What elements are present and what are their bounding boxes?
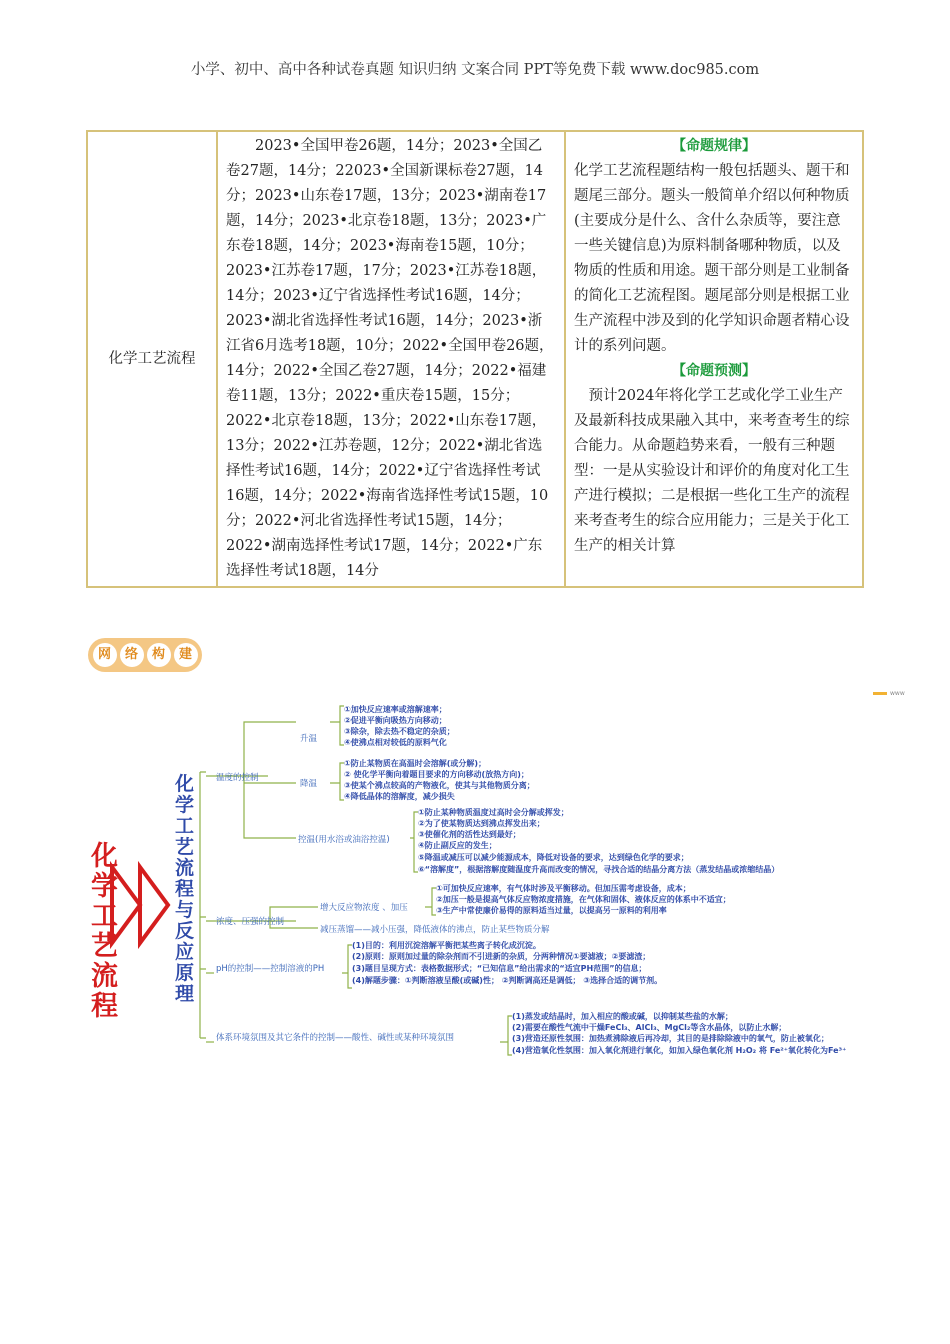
forecast-text: 预计2024年将化学工艺或化学工业生产及最新科技成果融入其中，来考查考生的综合能力。从命题趋势来看，一般有三种题型：一是从实验设计和评价的角度对化工生产进行模拟；二是根据一些化工生产的流程来考查考生的综合应用能力；三是关于化工生产的相关计算 — [574, 388, 850, 554]
network-badge — [88, 638, 202, 672]
title-right-char: 工 — [175, 815, 195, 837]
leaf-cool-1: ①防止某物质在高温时会溶解(或分解)； — [344, 759, 487, 768]
title-right-char: 艺 — [175, 836, 195, 858]
leaf-env-1: (1)蒸发或结晶时，加入相应的酸或碱，以抑制某些盐的水解； — [512, 1012, 733, 1021]
title-right-char: 流 — [175, 857, 195, 879]
leaf-cool-3: ③使某个沸点较高的产物液化，使其与其他物质分离； — [344, 781, 535, 790]
leaf-env-3: (3)营造还原性氛围：加热煮沸除液后再冷却，其目的是排除除液中的氧气，防止被氧化； — [512, 1034, 829, 1043]
title-right-char: 学 — [175, 794, 195, 816]
leaf-ph-4: (4)解题步骤：①判断溶液呈酸(或碱)性； ②判断调高还是调低； ③选择合适的调节剂。 — [352, 976, 663, 985]
leaf-inc-3: ③生产中常使廉价易得的原料适当过量，以提高另一原料的利用率 — [436, 906, 667, 915]
title-left-char: 流 — [91, 961, 118, 992]
leaf-inc-2: ②加压一般是提高气体反应物浓度措施，在气体和固体、液体反应的体系中不适宜； — [436, 895, 731, 904]
leaf-ctrl-4: ④防止副反应的发生； — [418, 841, 497, 850]
leaf-ctrl-2: ②为了使某物质达到沸点挥发出来； — [418, 819, 545, 828]
badge-char: 网 — [93, 643, 117, 667]
title-left-char: 学 — [91, 871, 118, 902]
title-right-char: 原 — [175, 962, 195, 984]
exam-list-cell: 2023•全国甲卷26题，14分；2023•全国乙卷27题，14分；22023•全国新课标卷27题，14分；2023•山东卷17题，13分；2023•湖南卷17题，14分；2023•北京卷18题，13分；2023•广东卷18题，14分；2023•海南卷15题，10分；2023•江苏卷17题，17分；2023•江苏卷18题，14分；2023•辽宁省选择性考试16题，14分；2023•湖北省选择性考试16题，14分；2023•浙江省6月选考18题，10分；2022•全国甲卷26题，14分；2022•全国乙卷27题，14分；2022•福建卷11题，13分；2022•重庆卷15题，15分；2022•北京卷18题，13分；2022•山东卷17题，13分；2022•江苏卷题，12分；2022•湖北省选择性考试16题，14分；2022•辽宁省选择性考试16题，14分；2022•海南省选择性考试15题，10分；2022•河北省选择性考试15题，14分；2022•湖南选择性考试17题，14分；2022•广东选择性考试18题，14分 — [217, 131, 565, 587]
title-left-char: 程 — [91, 991, 118, 1022]
leaf-ctrl-5: ⑤降温或减压可以减少能源成本，降低对设备的要求，达到绿色化学的要求； — [418, 853, 689, 862]
branch-ph: pH的控制——控制溶液的PH — [216, 964, 325, 974]
title-left-char: 工 — [91, 901, 118, 932]
title-left-char: 化 — [91, 841, 118, 872]
leaf-env-2: (2)需要在酸性气流中干燥FeCl₃、AlCl₃、MgCl₂等含水晶体，以防止水解； — [512, 1023, 787, 1032]
rule-text: 化学工艺流程题结构一般包括题头、题干和题尾三部分。题头一般简单介绍以何种物质(主要成分是什么、含什么杂质等，要注意一些关键信息)为原料制备哪种物质，以及物质的性质和用途。题干部分则是工业制备的简化工艺流程图。题尾部分则是根据工业生产流程中涉及到的化学知识命题者精心设计的系列问题。 — [574, 163, 850, 354]
analysis-cell — [565, 131, 863, 587]
branch-cool: 降温 — [300, 779, 318, 789]
branch-temp: 温度的控制 — [216, 773, 259, 783]
leaf-cool-4: ④降低晶体的溶解度，减少损失 — [344, 792, 455, 801]
title-right-char: 与 — [175, 899, 195, 921]
title-right-char: 理 — [175, 983, 195, 1005]
topic-cell: 化学工艺流程 — [87, 131, 217, 587]
mind-map — [0, 680, 950, 1080]
title-right-char: 反 — [175, 920, 195, 942]
leaf-ph-2: (2)原则：原则加过量的除杂剂而不引进新的杂质，分两种情况①要滤液；②要滤渣； — [352, 952, 651, 961]
badge-char: 建 — [174, 643, 198, 667]
title-right-char: 化 — [175, 773, 195, 795]
rule-title: 【命题规律】 — [672, 138, 756, 154]
exam-info-table — [86, 130, 864, 588]
branch-inc: 增大反应物浓度 、加压 — [320, 903, 408, 913]
badge-char: 络 — [120, 643, 144, 667]
leaf-inc-1: ①可加快反应速率，有气体时涉及平衡移动。但加压需考虑设备，成本； — [436, 884, 691, 893]
branch-heat: 升温 — [300, 734, 318, 744]
title-left-char: 艺 — [91, 931, 118, 962]
double-arrow-icon — [112, 867, 168, 943]
watermark-mark: www — [873, 690, 905, 697]
page-header: 小学、初中、高中各种试卷真题 知识归纳 文案合同 PPT等免费下载 www.doc985.com — [190, 62, 760, 78]
leaf-cool-2: ② 使化学平衡向着题目要求的方向移动(放热方向)； — [344, 770, 529, 779]
leaf-ph-1: (1)目的：利用沉淀溶解平衡把某些离子转化成沉淀。 — [352, 941, 541, 950]
branch-dist: 减压蒸馏——减小压强，降低液体的沸点，防止某些物质分解 — [320, 925, 550, 935]
title-right-char: 应 — [175, 941, 195, 963]
leaf-env-4: (4)营造氧化性氛围：加入氧化剂进行氧化，如加入绿色氧化剂 H₂O₂ 将 Fe²⁺氧化转化为Fe³⁺ — [512, 1046, 847, 1055]
leaf-ctrl-1: ①防止某种物质温度过高时会分解或挥发； — [418, 808, 569, 817]
leaf-ctrl-6: ⑥“溶解度”，根据溶解度随温度升高而改变的情况，寻找合适的结晶分离方法（蒸发结晶或浓缩结晶） — [418, 865, 780, 874]
title-right-char: 程 — [175, 878, 195, 900]
branch-press: 浓度、压强的控制 — [216, 917, 285, 927]
leaf-heat-4: ④使沸点相对较低的原料气化 — [344, 738, 447, 747]
leaf-heat-1: ①加快反应速率或溶解速率； — [344, 705, 447, 714]
forecast-title: 【命题预测】 — [672, 363, 756, 379]
branch-ctrl: 控温(用水浴或油浴控温) — [298, 835, 390, 845]
branch-env: 体系环境氛围及其它条件的控制——酸性、碱性或某种环境氛围 — [216, 1033, 455, 1043]
leaf-heat-2: ②促进平衡向吸热方向移动； — [344, 716, 447, 725]
leaf-ph-3: (3)题目呈现方式：表格数据形式；“已知信息”给出需求的“适宜PH范围”的信息； — [352, 964, 647, 973]
leaf-heat-3: ③除杂，除去热不稳定的杂质； — [344, 727, 455, 736]
leaf-ctrl-3: ③使催化剂的活性达到最好； — [418, 830, 521, 839]
badge-char: 构 — [147, 643, 171, 667]
